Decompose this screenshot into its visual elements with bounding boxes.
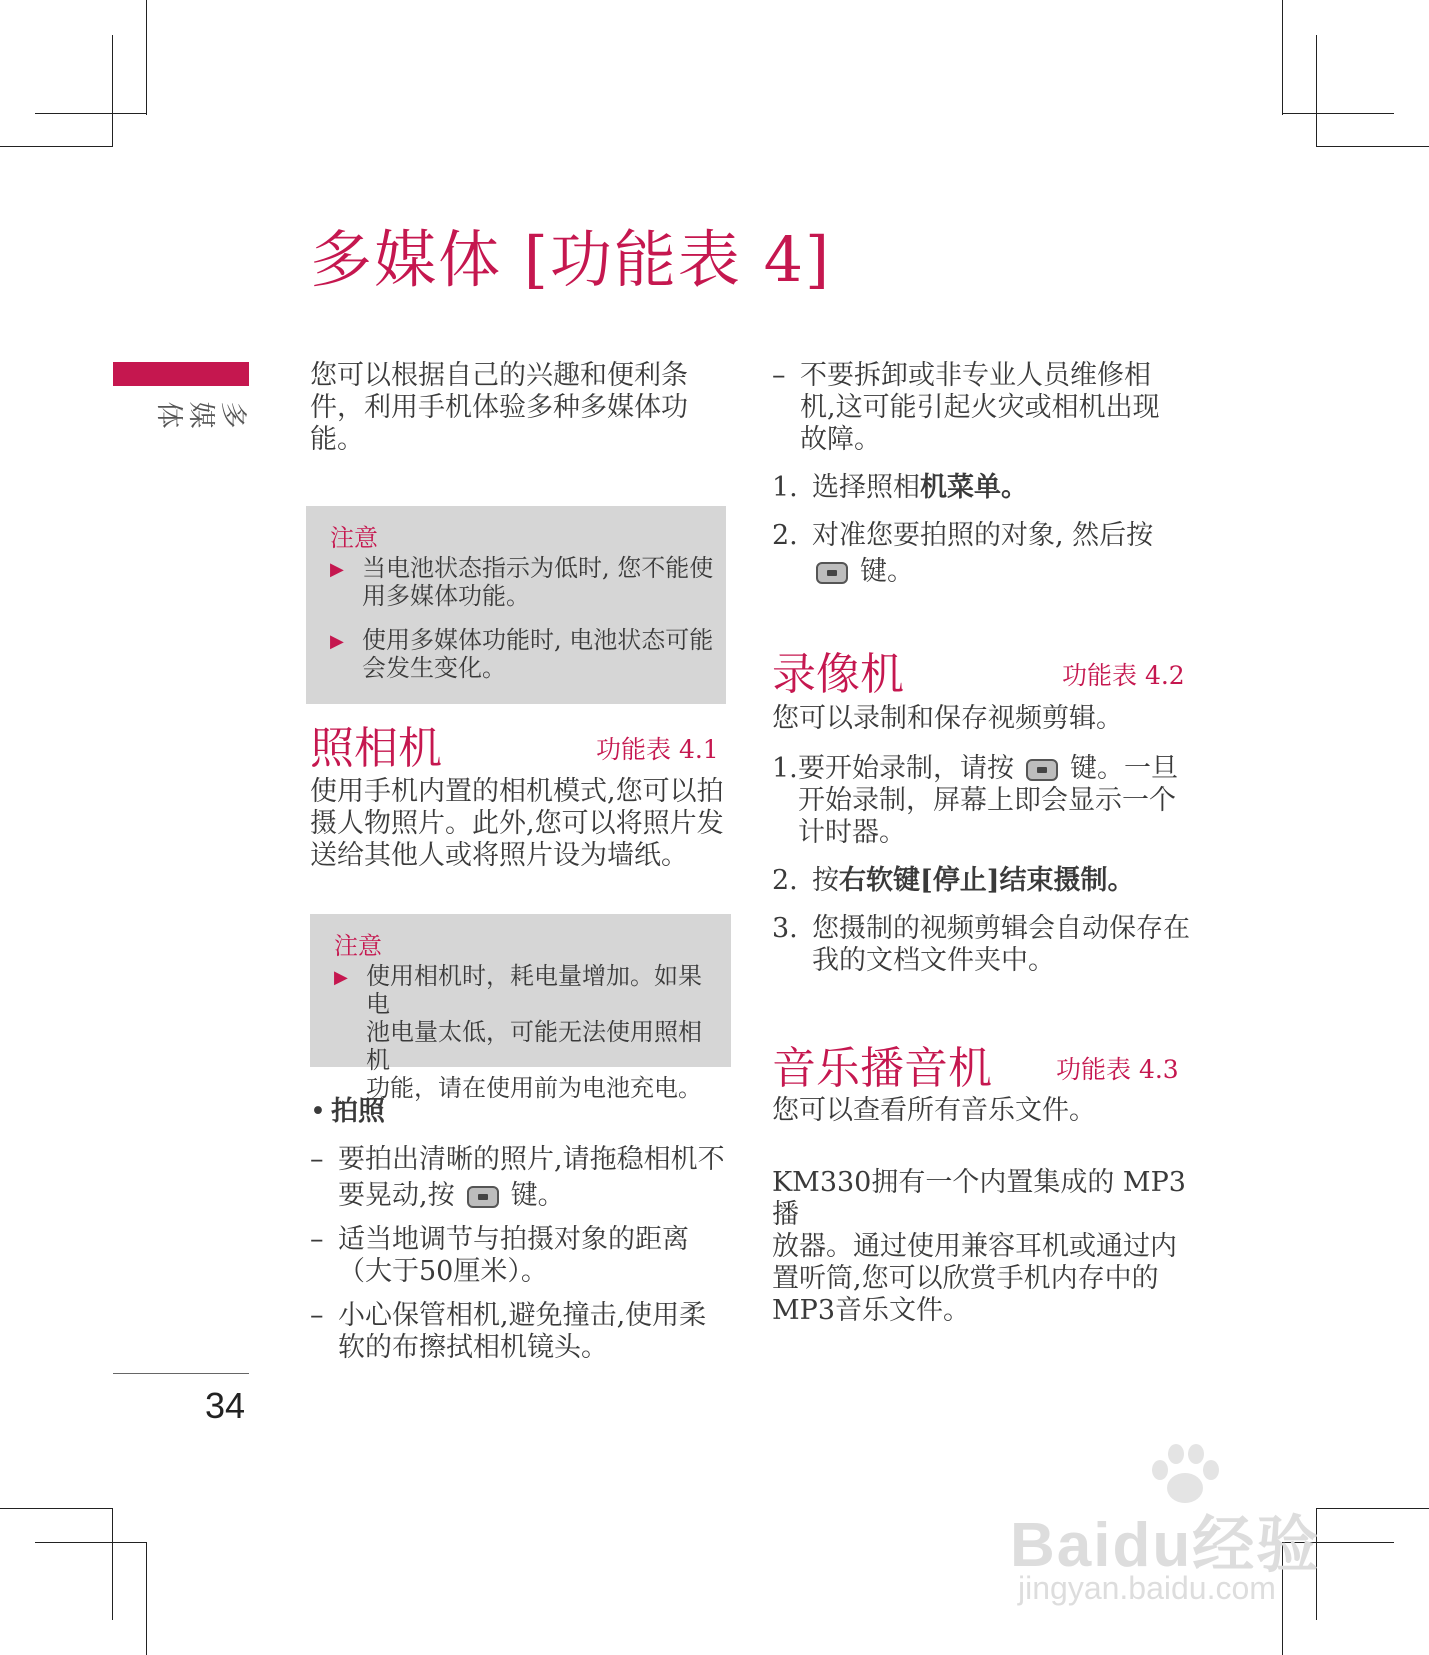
side-tab-char: 媒 [185,401,216,429]
camera-desc-line: 送给其他人或将照片设为墙纸。 [310,840,688,871]
tip-line: 软的布擦拭相机镜头。 [338,1332,608,1363]
tip-line: 故障。 [800,424,881,455]
intro-line: 件，利用手机体验多种多媒体功 [310,392,688,423]
step-number: 2. [772,865,798,896]
tip-line: 不要拆卸或非专业人员维修相 [800,360,1151,391]
step-text: 选择照相 [812,472,920,503]
list-item [772,753,1192,849]
section-ref-music: 功能表 4.3 [1056,1055,1179,1084]
step-text-bold: 右软键[停止]结束摄制。 [839,865,1135,896]
step-text: 您摄制的视频剪辑会自动保存在 [812,913,1190,944]
side-tab-char: 多 [217,401,248,429]
music-para-line: KM330拥有一个内置集成的 MP3 播 [772,1167,1186,1230]
dash-marker: – [310,1144,324,1175]
section-title-music: 音乐播音机 [772,1043,992,1094]
arrow-right-icon: ▶ [330,559,344,580]
camera-description [310,776,730,872]
note-text: 用多媒体功能。 [362,582,530,610]
watermark [1010,1440,1340,1610]
crop-mark [1316,146,1429,147]
crop-mark [1282,113,1394,114]
watermark-text: Baidu经验 [1010,1511,1321,1580]
photo-tips [310,1144,730,1364]
dash-marker: – [310,1300,324,1331]
step-text: 对准您要拍照的对象, 然后按 [812,520,1154,551]
note-box [306,506,726,704]
page-number: 34 [205,1385,246,1426]
side-tab-bar [113,362,249,386]
music-desc: 您可以查看所有音乐文件。 [772,1095,1096,1126]
note-item [330,626,720,682]
page-number-rule [113,1373,249,1374]
watermark-url: jingyan.baidu.com [1018,1570,1276,1606]
crop-mark [112,35,113,147]
music-body [772,1095,1192,1327]
crop-mark [1282,0,1283,115]
arrow-right-icon: ▶ [330,631,344,652]
camera-desc-line: 使用手机内置的相机模式,您可以拍 [310,776,724,807]
section-title-recorder: 录像机 [772,649,904,700]
tip-line: 要晃动,按 [338,1180,455,1211]
step-text: 计时器。 [798,817,906,848]
page-title: 多媒体 [功能表 4] [310,223,832,296]
step-text: 开始录制，屏幕上即会显示一个 [798,785,1176,816]
section-title-camera: 照相机 [310,723,442,774]
step-text: 要开始录制，请按 [798,753,1014,784]
crop-mark [146,1542,147,1655]
crop-mark [1316,35,1317,147]
camera-key-icon [1026,759,1058,781]
list-item [310,1224,730,1288]
recorder-body [772,703,1192,977]
list-item [772,913,1192,977]
tip-line: 要拍出清晰的照片,请拖稳相机不 [338,1144,725,1175]
crop-mark [112,1508,113,1620]
camera-desc-line: 摄人物照片。此外,您可以将照片发 [310,808,724,839]
list-item [310,1144,730,1212]
dash-marker: – [772,360,786,391]
note-text: 会发生变化。 [362,654,506,682]
crop-mark [0,146,113,147]
intro-paragraph [310,360,730,456]
step-number: 3. [772,913,798,944]
camera-tip-continued [772,360,1192,588]
step-text: 我的文档文件夹中。 [812,945,1055,976]
tip-line: （大于50厘米）。 [338,1256,548,1287]
list-item [772,472,1192,504]
recorder-desc: 您可以录制和保存视频剪辑。 [772,703,1123,734]
step-text: 按 [812,865,839,896]
note-box [310,914,731,1102]
list-item [772,865,1192,897]
list-item [772,360,1192,456]
list-item [772,520,1192,588]
step-number: 2. [772,520,798,551]
step-number: 1. [772,472,798,503]
photo-heading-text: 拍照 [331,1096,386,1127]
crop-mark [35,113,147,114]
bullet: • [310,1096,326,1127]
note-item [330,554,720,610]
list-item [310,1300,730,1364]
tip-line: 机,这可能引起火灾或相机出现 [800,392,1160,423]
tip-line: 小心保管相机,避免撞击,使用柔 [338,1300,707,1331]
step-text: 键。一旦 [1070,753,1178,784]
camera-key-icon [816,562,848,584]
tip-line: 适当地调节与拍摄对象的距离 [338,1224,689,1255]
intro-line: 您可以根据自己的兴趣和便利条 [310,360,688,391]
note-title: 注意 [334,932,382,960]
crop-mark [146,0,147,115]
note-text: 使用相机时，耗电量增加。如果电 [366,962,702,1018]
dash-marker: – [310,1224,324,1255]
note-text: 池电量太低，可能无法使用照相机 [366,1018,702,1074]
music-para-line: MP3音乐文件。 [772,1295,970,1326]
note-text: 当电池状态指示为低时, 您不能使 [362,554,714,582]
music-para-line: 放器。通过使用兼容耳机或通过内 [772,1231,1177,1262]
section-ref-recorder: 功能表 4.2 [1062,661,1185,690]
note-title: 注意 [330,524,378,552]
note-item [334,962,724,1102]
tip-line: 键。 [510,1180,565,1211]
camera-key-icon [467,1186,499,1208]
crop-mark [35,1542,147,1543]
note-text: 使用多媒体功能时, 电池状态可能 [362,626,714,654]
photo-heading [310,1096,385,1128]
note-text: 功能，请在使用前为电池充电。 [366,1074,702,1102]
side-tab-label [152,400,248,430]
arrow-right-icon: ▶ [334,967,348,988]
crop-mark [0,1508,113,1509]
step-number: 1. [772,753,798,784]
step-text-bold: 机菜单。 [920,472,1028,503]
side-tab-char: 体 [153,401,184,429]
music-para-line: 置听筒,您可以欣赏手机内存中的 [772,1263,1159,1294]
step-text: 键。 [860,556,914,587]
intro-line: 能。 [310,424,364,455]
section-ref-camera: 功能表 4.1 [596,735,719,764]
